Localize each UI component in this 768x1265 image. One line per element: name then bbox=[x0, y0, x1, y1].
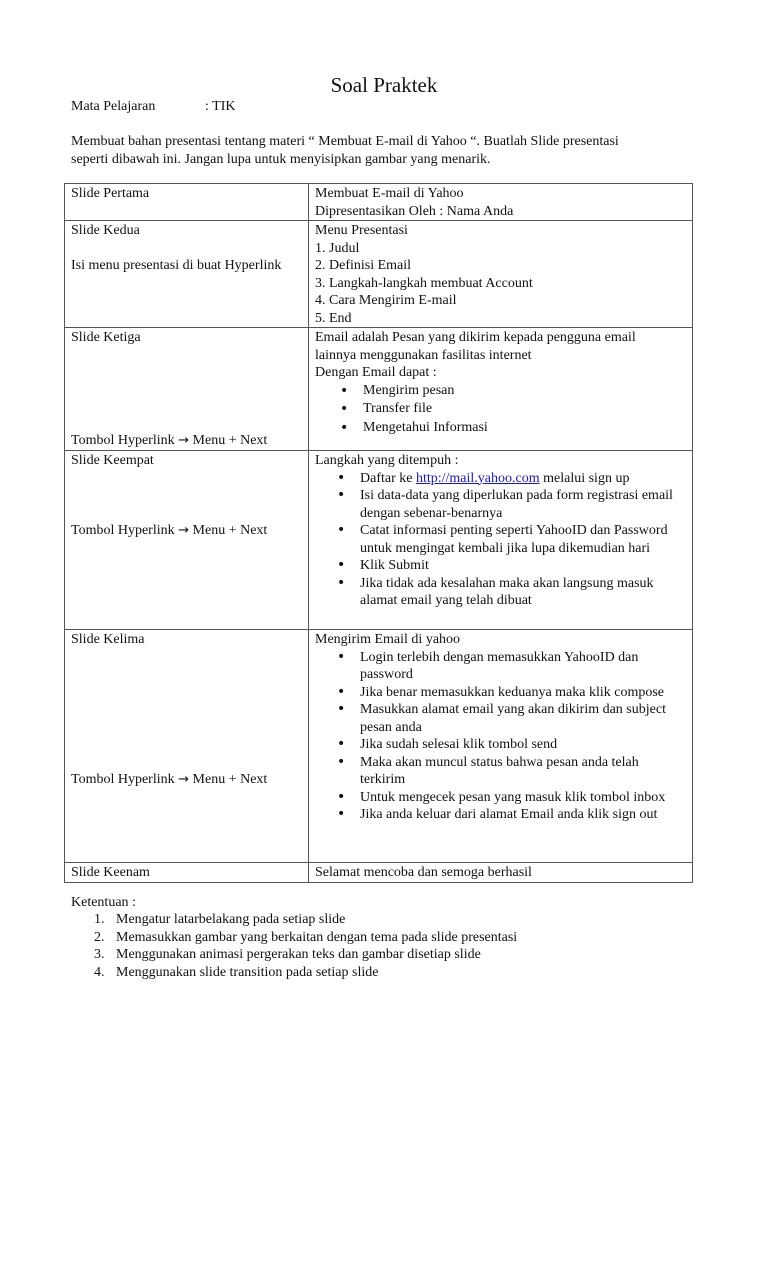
list-item: • Mengetahui Informasi bbox=[340, 419, 686, 438]
spacer bbox=[71, 240, 302, 258]
list-item: • Maka akan muncul status bahwa pesan anda telah terkirim bbox=[337, 754, 686, 789]
list-item: • Jika tidak ada kesalahan maka akan langsung masuk alamat email yang telah dibuat bbox=[337, 575, 686, 610]
table-row bbox=[65, 451, 693, 630]
table-row bbox=[65, 630, 693, 863]
list-number: 2. bbox=[94, 929, 105, 945]
arrow-right-icon: → bbox=[178, 772, 190, 787]
list-item: • Jika anda keluar dari alamat Email anda klik sign out bbox=[337, 806, 686, 824]
list-item-text: Menggunakan animasi pergerakan teks dan gambar disetiap slide bbox=[116, 947, 481, 962]
list-item bbox=[94, 964, 517, 982]
list-item-text: melalui sign up bbox=[539, 470, 630, 486]
spacer bbox=[71, 649, 302, 667]
yahoo-mail-link[interactable]: http://mail.yahoo.com bbox=[415, 470, 540, 486]
bullet-list bbox=[315, 649, 686, 824]
list-number: 4. bbox=[94, 964, 105, 980]
content-line: lainnya menggunakan fasilitas internet bbox=[315, 347, 532, 363]
content-heading: Langkah yang ditempuh : bbox=[315, 453, 459, 468]
slide-note bbox=[71, 522, 302, 540]
spacer bbox=[71, 505, 302, 523]
slide-name-cell bbox=[65, 863, 309, 883]
page-title: Soal Praktek bbox=[330, 73, 438, 97]
table-row bbox=[65, 863, 693, 883]
spacer bbox=[71, 754, 302, 772]
content-line: Email adalah Pesan yang dikirim kepada pengguna email bbox=[315, 330, 636, 345]
list-item: • Isi data-data yang diperlukan pada form registrasi email dengan sebenar-benarnya bbox=[337, 487, 686, 522]
intro-line: seperti dibawah ini. Jangan lupa untuk menyisipkan gambar yang menarik. bbox=[71, 151, 491, 167]
table-row bbox=[65, 328, 693, 451]
slide-content-cell bbox=[309, 328, 693, 451]
slide-content-cell bbox=[309, 221, 693, 328]
note-rest: Menu + Next bbox=[192, 772, 268, 787]
bullet-list bbox=[315, 470, 686, 610]
list-number: 3. bbox=[94, 947, 105, 962]
slide-name: Slide Keempat bbox=[71, 453, 154, 468]
table-row bbox=[65, 184, 693, 221]
slide-name-cell bbox=[65, 184, 309, 221]
slide-name: Slide Pertama bbox=[71, 186, 150, 201]
spacer bbox=[71, 719, 302, 737]
spacer bbox=[71, 666, 302, 684]
menu-item: 3. Langkah-langkah membuat Account bbox=[315, 275, 533, 291]
ketentuan-list bbox=[94, 911, 517, 981]
note-text: Tombol Hyperlink bbox=[71, 432, 175, 448]
note-rest: Menu + Next bbox=[192, 523, 268, 538]
slide-name-cell bbox=[65, 328, 309, 451]
content-line: Selamat mencoba dan semoga berhasil bbox=[315, 865, 532, 880]
slide-content-cell bbox=[309, 451, 693, 630]
spacer bbox=[71, 487, 302, 505]
subject-label: Mata Pelajaran bbox=[71, 99, 156, 114]
table-row bbox=[65, 221, 693, 328]
list-item bbox=[94, 929, 517, 947]
list-item bbox=[337, 470, 686, 488]
slide-name: Slide Ketiga bbox=[71, 330, 141, 345]
list-item: • Jika benar memasukkan keduanya maka klik compose bbox=[337, 684, 686, 702]
slide-content-cell bbox=[309, 630, 693, 863]
subject-value: : TIK bbox=[205, 99, 236, 114]
list-item: • Mengirim pesan bbox=[340, 382, 686, 401]
spacer bbox=[71, 470, 302, 488]
slide-name-cell bbox=[65, 221, 309, 328]
menu-item: 1. Judul bbox=[315, 240, 360, 256]
arrow-right-icon: → bbox=[178, 432, 190, 448]
list-item bbox=[94, 911, 517, 929]
menu-item: 4. Cara Mengirim E-mail bbox=[315, 293, 457, 308]
list-item-text: Menggunakan slide transition pada setiap slide bbox=[116, 964, 379, 980]
slide-table bbox=[64, 183, 693, 883]
intro-line: Membuat bahan presentasi tentang materi “ Membuat E-mail di Yahoo “. Buatlah Slide presentasi bbox=[71, 134, 619, 149]
slide-content-cell bbox=[309, 184, 693, 221]
list-item: • Masukkan alamat email yang akan dikirim dan subject pesan anda bbox=[337, 701, 686, 736]
content-heading: Mengirim Email di yahoo bbox=[315, 632, 461, 647]
menu-item: 5. End bbox=[315, 310, 352, 326]
note-rest: Menu + Next bbox=[192, 432, 268, 448]
spacer bbox=[71, 684, 302, 702]
list-item: • Login terlebih dengan memasukkan YahooID dan password bbox=[337, 649, 686, 684]
spacer bbox=[71, 736, 302, 754]
spacer bbox=[71, 701, 302, 719]
list-item-text: Mengatur latarbelakang pada setiap slide bbox=[116, 912, 346, 927]
content-line: Membuat E-mail di Yahoo bbox=[315, 186, 464, 201]
bullet-list bbox=[315, 382, 686, 438]
slide-note bbox=[71, 432, 267, 450]
arrow-right-icon: → bbox=[178, 523, 190, 538]
list-item: • Transfer file bbox=[340, 400, 686, 419]
slide-name-cell bbox=[65, 451, 309, 630]
list-item-text: Daftar ke bbox=[360, 470, 416, 486]
slide-name: Slide Kelima bbox=[71, 632, 145, 647]
intro-paragraph bbox=[71, 133, 691, 168]
subject-line bbox=[71, 98, 235, 116]
list-item: • Jika sudah selesai klik tombol send bbox=[337, 736, 686, 754]
content-line: Menu Presentasi bbox=[315, 223, 408, 238]
list-item bbox=[94, 946, 517, 964]
list-item: • Catat informasi penting seperti YahooID dan Password untuk mengingat kembali jika lupa dikemudian hari bbox=[337, 522, 686, 557]
list-item: • Klik Submit bbox=[337, 557, 686, 575]
list-number: 1. bbox=[94, 912, 105, 927]
list-item-text: Memasukkan gambar yang berkaitan dengan tema pada slide presentasi bbox=[116, 929, 518, 945]
slide-name-cell bbox=[65, 630, 309, 863]
menu-item: 2. Definisi Email bbox=[315, 258, 412, 273]
slide-name: Slide Kedua bbox=[71, 223, 140, 238]
content-line: Dipresentasikan Oleh : Nama Anda bbox=[315, 203, 514, 219]
slide-content-cell bbox=[309, 863, 693, 883]
note-text: Tombol Hyperlink bbox=[71, 523, 175, 538]
slide-note bbox=[71, 771, 302, 789]
slide-note: Isi menu presentasi di buat Hyperlink bbox=[71, 258, 282, 273]
note-text: Tombol Hyperlink bbox=[71, 772, 175, 787]
content-line: Dengan Email dapat : bbox=[315, 365, 437, 380]
ketentuan-label: Ketentuan : bbox=[71, 895, 136, 910]
slide-name: Slide Keenam bbox=[71, 865, 150, 880]
list-item: • Untuk mengecek pesan yang masuk klik tombol inbox bbox=[337, 789, 686, 807]
